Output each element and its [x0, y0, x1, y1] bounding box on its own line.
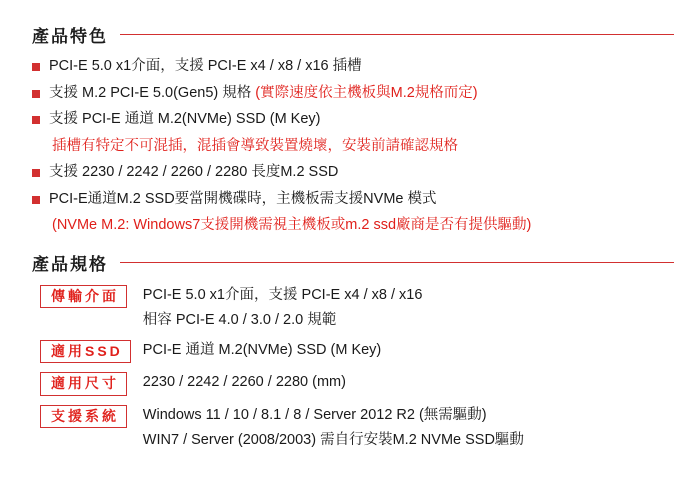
warning-note — [32, 216, 674, 236]
warning-text: (NVMe M.2: Windows7支援開機需視主機板或m.2 ssd廠商是否有提供驅動) — [52, 217, 532, 234]
spec-label-cell — [32, 372, 143, 405]
square-bullet-icon — [32, 116, 40, 124]
spec-label-badge: 傳輸介面 — [40, 285, 127, 309]
list-item — [32, 110, 674, 130]
table-row — [32, 285, 524, 340]
table-row — [32, 372, 524, 405]
feature-text: PCI-E通道M.2 SSD要當開機碟時，主機板需支援NVMe 模式 — [49, 190, 437, 207]
spec-value-line: 相容 PCI-E 4.0 / 3.0 / 2.0 規範 — [142, 311, 337, 328]
feature-text-note: (實際速度依主機板與M.2規格而定) — [255, 84, 478, 101]
feature-text: PCI-E 5.0 x1介面，支援 PCI-E x4 / x8 / x16 插槽 — [49, 58, 362, 74]
table-row — [32, 405, 524, 460]
list-item — [32, 57, 674, 77]
features-section-title: 產品特色 — [32, 27, 108, 46]
warning-note — [32, 137, 674, 157]
spec-value-cell — [143, 340, 524, 373]
list-item — [32, 190, 674, 210]
spec-value-line: PCI-E 通道 M.2(NVMe) SSD (M Key) — [142, 341, 382, 358]
features-section-header — [32, 22, 674, 47]
spec-value-cell — [143, 405, 524, 460]
square-bullet-icon — [32, 196, 40, 204]
feature-text: 支援 PCI-E 通道 M.2(NVMe) SSD (M Key) — [49, 111, 321, 128]
square-bullet-icon — [32, 169, 40, 177]
feature-text: 支援 2230 / 2242 / 2260 / 2280 長度M.2 SSD — [49, 164, 339, 181]
feature-text — [49, 84, 478, 104]
square-bullet-icon — [32, 63, 40, 71]
list-item — [32, 84, 674, 104]
table-row — [32, 340, 524, 373]
spec-label-cell — [32, 340, 143, 373]
spec-value-line: 2230 / 2242 / 2260 / 2280 (mm) — [142, 374, 346, 391]
feature-text-main: 支援 M.2 PCI-E 5.0(Gen5) 規格 — [49, 84, 256, 101]
spec-value-cell — [143, 372, 524, 405]
spec-value-cell — [143, 285, 524, 340]
spec-label-badge: 適用尺寸 — [40, 372, 127, 396]
spec-value-line: WIN7 / Server (2008/2003) 需自行安裝M.2 NVMe SSD驅動 — [142, 431, 524, 448]
spec-label-badge: 適用SSD — [40, 340, 131, 364]
spec-label-cell — [32, 285, 143, 340]
warning-text: 插槽有特定不可混插，混插會導致裝置燒壞，安裝前請確認規格 — [52, 137, 458, 154]
spec-value-line: Windows 11 / 10 / 8.1 / 8 / Server 2012 R2 (無需驅動) — [142, 406, 487, 423]
list-item — [32, 163, 674, 183]
specs-section-title: 產品規格 — [32, 254, 108, 274]
specs-section-header — [32, 250, 674, 275]
specs-table — [32, 285, 524, 460]
header-divider-line — [120, 262, 674, 263]
spec-label-cell — [32, 405, 143, 460]
header-divider-line — [120, 34, 674, 35]
spec-label-badge: 支援系統 — [40, 405, 127, 429]
features-list — [32, 57, 674, 236]
spec-value-line: PCI-E 5.0 x1介面，支援 PCI-E x4 / x8 / x16 — [142, 286, 423, 303]
square-bullet-icon — [32, 90, 40, 98]
